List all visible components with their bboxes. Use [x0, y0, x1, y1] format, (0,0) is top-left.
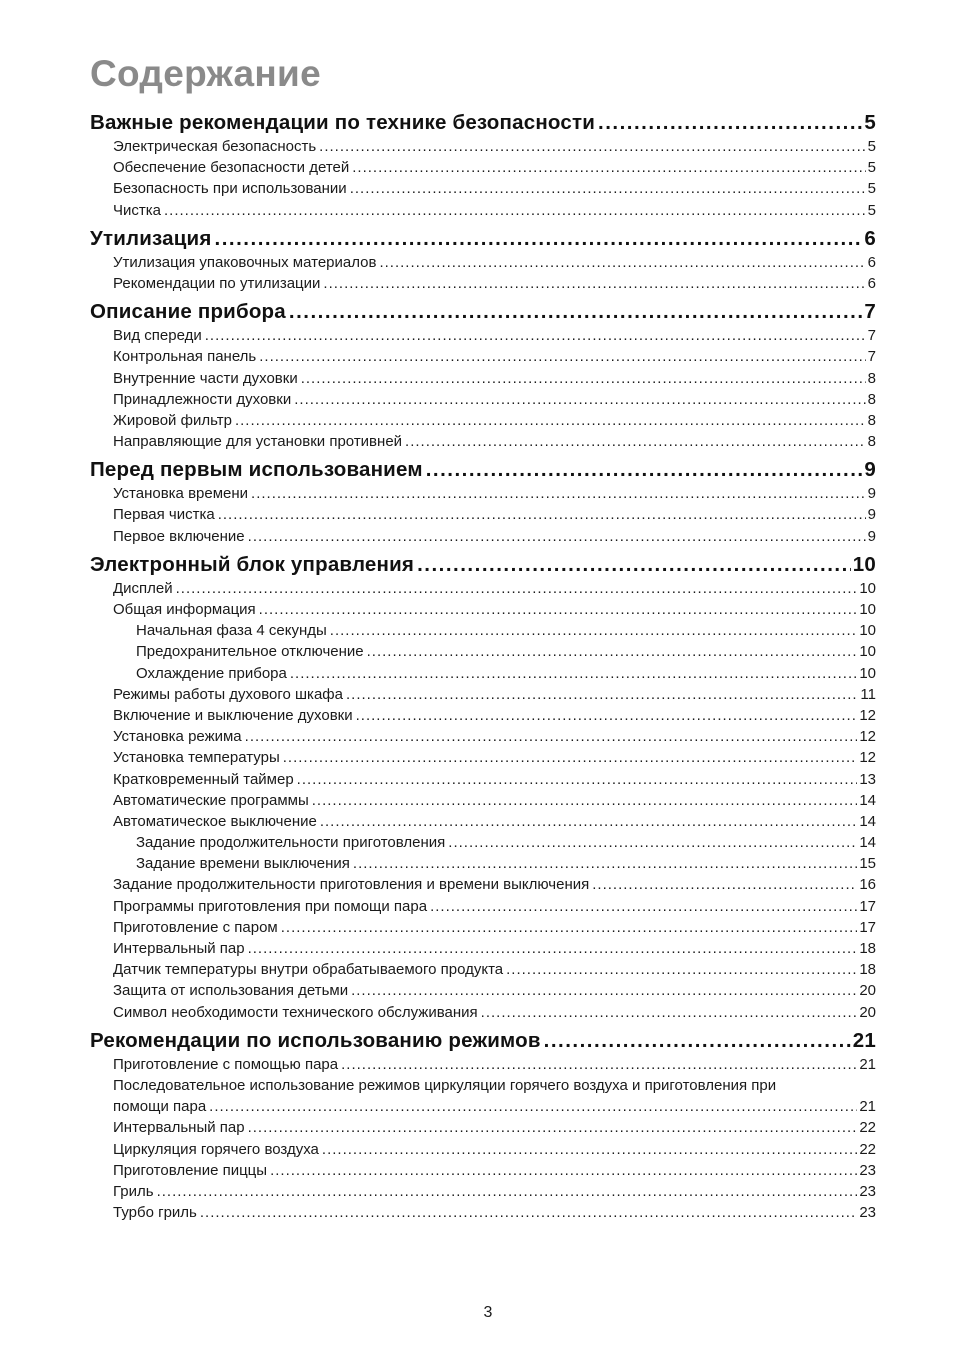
- entry-title: Автоматическое выключение: [113, 812, 317, 830]
- entry-title: Установка температуры: [113, 749, 280, 767]
- toc-entry[interactable]: [90, 346, 876, 367]
- toc-section: [90, 457, 876, 547]
- page-number: 10: [859, 622, 876, 640]
- dot-leader: [319, 136, 866, 157]
- toc-entry[interactable]: [90, 578, 876, 599]
- page-number: 14: [859, 812, 876, 830]
- page-number: 10: [859, 643, 876, 661]
- page-number: 9: [867, 485, 876, 503]
- page-number: 15: [859, 855, 876, 873]
- toc-entry[interactable]: [90, 938, 876, 959]
- dot-leader: [235, 410, 866, 431]
- table-of-contents: [90, 110, 876, 1223]
- page-number: 11: [860, 685, 876, 703]
- page-number: 18: [859, 961, 876, 979]
- entry-title: Обеспечение безопасности детей: [113, 159, 350, 177]
- entry-title: Защита от использования детьми: [113, 982, 349, 1000]
- toc-section: [90, 1028, 876, 1224]
- section-title: Перед первым использованием: [90, 458, 423, 482]
- page-title: Содержание: [90, 53, 321, 94]
- dot-leader: [353, 853, 857, 874]
- entry-title: Начальная фаза 4 секунды: [136, 622, 327, 640]
- entry-title: Охлаждение прибора: [136, 664, 287, 682]
- page-number: 20: [859, 1003, 876, 1021]
- entry-title: Программы приготовления при помощи пара: [113, 897, 428, 915]
- dot-leader: [164, 200, 866, 221]
- page-number: 6: [864, 226, 876, 250]
- page-number: 9: [864, 458, 876, 482]
- toc-entry[interactable]: [90, 684, 876, 705]
- toc-entry[interactable]: [90, 917, 876, 938]
- toc-entry[interactable]: [90, 959, 876, 980]
- page-number: 22: [859, 1140, 876, 1158]
- page-number: 16: [859, 876, 876, 894]
- toc-section: [90, 110, 876, 221]
- entry-title: Автоматические программы: [113, 791, 309, 809]
- footer-page-number: 3: [483, 1304, 493, 1321]
- entry-title: Приготовление пиццы: [113, 1161, 268, 1179]
- dot-leader: [481, 1002, 858, 1023]
- entry-title: Вид спереди: [113, 327, 202, 345]
- page-number: 12: [859, 749, 876, 767]
- dot-leader: [346, 684, 858, 705]
- dot-leader: [320, 811, 857, 832]
- dot-leader: [270, 1160, 857, 1181]
- page-number: 10: [859, 664, 876, 682]
- dot-leader: [417, 552, 851, 578]
- entry-title: Направляющие для установки противней: [113, 433, 403, 451]
- entry-title: Задание продолжительности приготовления и времени выключения: [113, 876, 590, 894]
- dot-leader: [426, 457, 863, 483]
- entry-title: Утилизация упаковочных материалов: [113, 253, 377, 271]
- dot-leader: [200, 1202, 857, 1223]
- toc-entry[interactable]: [90, 1160, 876, 1181]
- page-number: 8: [867, 390, 876, 408]
- dot-leader: [592, 874, 857, 895]
- dot-leader: [405, 431, 866, 452]
- entry-title: Принадлежности духовки: [113, 390, 292, 408]
- dot-leader: [289, 299, 863, 325]
- page-number: 23: [859, 1204, 876, 1222]
- dot-leader: [281, 917, 858, 938]
- dot-leader: [350, 178, 866, 199]
- page-number: 17: [859, 918, 876, 936]
- toc-entry[interactable]: [90, 790, 876, 811]
- entry-title: Чистка: [113, 201, 161, 219]
- entry-title-continuation: [113, 1096, 876, 1117]
- dot-leader: [352, 157, 865, 178]
- page-number: 14: [859, 834, 876, 852]
- page-number: 9: [867, 506, 876, 524]
- toc-entry[interactable]: [90, 980, 876, 1001]
- toc-entry[interactable]: [90, 1002, 876, 1023]
- toc-section-heading[interactable]: [90, 110, 876, 136]
- entry-title: Первое включение: [113, 527, 245, 545]
- page-number: 21: [852, 1028, 876, 1052]
- entry-title: Символ необходимости технического обслуживания: [113, 1003, 478, 1021]
- toc-section-heading[interactable]: [90, 299, 876, 325]
- toc-section: [90, 226, 876, 294]
- dot-leader: [351, 980, 857, 1001]
- dot-leader: [215, 226, 863, 252]
- dot-leader: [283, 747, 858, 768]
- page-number: 5: [867, 138, 876, 155]
- toc-section: [90, 299, 876, 452]
- page-number: 23: [859, 1182, 876, 1200]
- page-number: 5: [867, 201, 876, 219]
- page-number: 5: [867, 159, 876, 177]
- entry-title: Внутренние части духовки: [113, 369, 298, 387]
- dot-leader: [544, 1028, 851, 1054]
- page-number: 7: [867, 348, 876, 366]
- page-number: 10: [852, 552, 876, 576]
- entry-title: Интервальный пар: [113, 940, 245, 957]
- page-number: 8: [867, 411, 876, 429]
- toc-entry[interactable]: [90, 483, 876, 504]
- toc-entry[interactable]: [90, 157, 876, 178]
- toc-entry[interactable]: [90, 896, 876, 917]
- dot-leader: [209, 1096, 857, 1117]
- page-number: 6: [867, 253, 876, 271]
- dot-leader: [248, 1117, 858, 1138]
- dot-leader: [598, 110, 862, 136]
- entry-title: Последовательное использование режимов циркуляции горячего воздуха и приготовления при: [113, 1076, 777, 1094]
- toc-section-heading[interactable]: [90, 226, 876, 252]
- toc-entry[interactable]: [90, 1054, 876, 1075]
- page-number: 7: [867, 327, 876, 345]
- entry-title: Первая чистка: [113, 506, 215, 524]
- toc-subentry[interactable]: [90, 620, 876, 641]
- section-title: Описание прибора: [90, 300, 286, 324]
- page-number: 20: [859, 982, 876, 1000]
- dot-leader: [430, 896, 857, 917]
- toc-entry[interactable]: [90, 200, 876, 221]
- dot-leader: [341, 1054, 857, 1075]
- toc-subentry[interactable]: [90, 832, 876, 853]
- entry-title: Предохранительное отключение: [136, 643, 364, 661]
- dot-leader: [330, 620, 858, 641]
- page-number: 10: [859, 601, 876, 618]
- dot-leader: [157, 1181, 858, 1202]
- entry-title: Электрическая безопасность: [113, 138, 317, 155]
- toc-entry[interactable]: [90, 811, 876, 832]
- toc-entry[interactable]: [90, 325, 876, 346]
- toc-entry[interactable]: [90, 273, 876, 294]
- entry-title-cont: помощи пара: [113, 1098, 207, 1116]
- toc-entry[interactable]: [90, 1202, 876, 1223]
- dot-leader: [506, 959, 857, 980]
- toc-entry[interactable]: [90, 1117, 876, 1138]
- entry-title: Дисплей: [113, 579, 173, 597]
- section-title: Важные рекомендации по технике безопасности: [90, 111, 595, 134]
- toc-section-heading[interactable]: [90, 1028, 876, 1054]
- entry-title: Жировой фильтр: [113, 411, 232, 429]
- toc-entry[interactable]: [90, 1181, 876, 1202]
- entry-title: Интервальный пар: [113, 1119, 245, 1137]
- dot-leader: [245, 726, 858, 747]
- entry-title: Включение и выключение духовки: [113, 706, 353, 724]
- page-number: 10: [859, 579, 876, 597]
- entry-title: Турбо гриль: [113, 1204, 197, 1222]
- page-number: 5: [867, 180, 876, 198]
- page-number: 14: [859, 791, 876, 809]
- toc-section: [90, 552, 876, 1023]
- entry-title: Контрольная панель: [113, 348, 257, 366]
- entry-title: Гриль: [113, 1182, 154, 1200]
- toc-section-heading[interactable]: [90, 552, 876, 578]
- toc-entry[interactable]: [90, 178, 876, 199]
- entry-title: Установка времени: [113, 485, 249, 503]
- entry-title: Датчик температуры внутри обрабатываемого продукта: [113, 961, 504, 979]
- toc-entry[interactable]: [90, 504, 876, 525]
- page-number: 12: [859, 728, 876, 746]
- dot-leader: [294, 389, 865, 410]
- dot-leader: [367, 641, 858, 662]
- entry-title: Приготовление с паром: [113, 918, 278, 936]
- page-number: 18: [859, 940, 876, 957]
- entry-title: Кратковременный таймер: [113, 770, 294, 788]
- page-number: 23: [859, 1161, 876, 1179]
- dot-leader: [259, 599, 858, 620]
- page-number: 6: [867, 274, 876, 292]
- dot-leader: [322, 1139, 857, 1160]
- toc-entry[interactable]: [90, 1075, 876, 1117]
- entry-title: Безопасность при использовании: [113, 180, 347, 198]
- toc-entry[interactable]: [90, 526, 876, 547]
- entry-title: Рекомендации по утилизации: [113, 274, 321, 292]
- dot-leader: [205, 325, 866, 346]
- dot-leader: [323, 273, 865, 294]
- entry-title: Приготовление с помощью пара: [113, 1055, 339, 1073]
- dot-leader: [251, 483, 866, 504]
- page-number: 17: [859, 897, 876, 915]
- toc-entry[interactable]: [90, 769, 876, 790]
- toc-subentry[interactable]: [90, 641, 876, 662]
- page-number: 22: [859, 1119, 876, 1137]
- entry-title: Задание времени выключения: [136, 855, 350, 873]
- toc-entry[interactable]: [90, 705, 876, 726]
- section-title: Рекомендации по использованию режимов: [90, 1028, 541, 1052]
- page-number: 8: [867, 369, 876, 387]
- page-number: 21: [859, 1098, 876, 1116]
- page-number: 9: [867, 527, 876, 545]
- toc-entry[interactable]: [90, 389, 876, 410]
- toc-entry[interactable]: [90, 431, 876, 452]
- page-number: 5: [864, 111, 876, 134]
- page-number: 12: [859, 706, 876, 724]
- toc-section-heading[interactable]: [90, 457, 876, 483]
- dot-leader: [248, 526, 866, 547]
- section-title: Электронный блок управления: [90, 552, 415, 576]
- dot-leader: [301, 368, 866, 389]
- section-title: Утилизация: [90, 226, 212, 250]
- page-number: 8: [867, 433, 876, 451]
- dot-leader: [356, 705, 858, 726]
- entry-title: Установка режима: [113, 728, 242, 746]
- entry-title: Общая информация: [113, 601, 256, 618]
- dot-leader: [218, 504, 866, 525]
- toc-subentry[interactable]: [90, 663, 876, 684]
- dot-leader: [290, 663, 857, 684]
- dot-leader: [448, 832, 857, 853]
- dot-leader: [176, 578, 858, 599]
- toc-entry[interactable]: [90, 747, 876, 768]
- toc-entry[interactable]: [90, 410, 876, 431]
- dot-leader: [379, 252, 865, 273]
- toc-entry[interactable]: [90, 874, 876, 895]
- entry-title: Задание продолжительности приготовления: [136, 834, 446, 852]
- toc-entry[interactable]: [90, 136, 876, 157]
- toc-entry[interactable]: [90, 252, 876, 273]
- entry-title: Режимы работы духового шкафа: [113, 685, 343, 703]
- page-number: 21: [859, 1055, 876, 1073]
- toc-subentry[interactable]: [90, 853, 876, 874]
- page-number: 7: [864, 300, 876, 324]
- toc-entry[interactable]: [90, 368, 876, 389]
- toc-entry[interactable]: [90, 726, 876, 747]
- toc-entry[interactable]: [90, 599, 876, 620]
- dot-leader: [248, 938, 858, 959]
- entry-title: Циркуляция горячего воздуха: [113, 1140, 319, 1158]
- toc-entry[interactable]: [90, 1139, 876, 1160]
- dot-leader: [297, 769, 858, 790]
- page-number: 13: [859, 770, 876, 788]
- dot-leader: [259, 346, 865, 367]
- dot-leader: [312, 790, 858, 811]
